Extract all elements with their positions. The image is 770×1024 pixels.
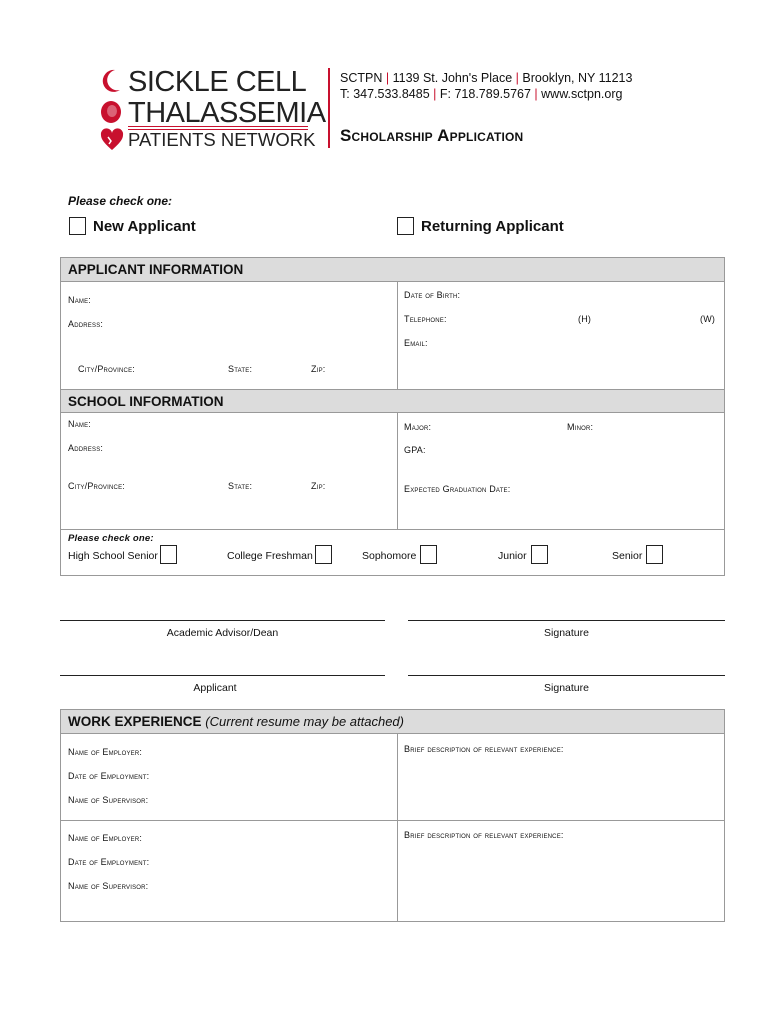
applicant-signature-line-2[interactable] xyxy=(408,675,725,676)
applicant-signature-line[interactable] xyxy=(60,675,385,676)
logo-text-line1: SICKLE CELL xyxy=(128,66,307,98)
year-label-junior: Junior xyxy=(498,550,527,562)
divider xyxy=(397,734,398,922)
applicant-name-field[interactable]: Name: xyxy=(68,295,92,305)
description-2-field[interactable]: Brief description of relevant experience: xyxy=(404,830,564,840)
supervisor-2-field[interactable]: Name of Supervisor: xyxy=(68,881,149,891)
street-address: 1139 St. John's Place xyxy=(392,71,513,85)
logo-text-line2: THALASSEMIA xyxy=(128,97,326,129)
advisor-signature-line-2[interactable] xyxy=(408,620,725,621)
header-divider xyxy=(328,68,330,148)
crescent-moon-icon xyxy=(100,68,122,94)
applicant-state-field[interactable]: State: xyxy=(228,364,253,374)
senior-checkbox[interactable] xyxy=(646,545,663,564)
divider xyxy=(397,282,398,389)
year-check-prompt: Please check one: xyxy=(68,533,154,544)
year-label-hs-senior: High School Senior xyxy=(68,550,158,562)
heart-icon xyxy=(100,128,124,152)
employer-1-field[interactable]: Name of Employer: xyxy=(68,747,143,757)
red-cell-icon xyxy=(100,100,122,124)
applicant-type-prompt: Please check one: xyxy=(68,194,173,208)
work-experience-note: (Current resume may be attached) xyxy=(205,714,404,729)
work-experience-header xyxy=(61,710,724,734)
separator: | xyxy=(534,87,542,101)
year-label-sophomore: Sophomore xyxy=(362,550,417,562)
phone-number: T: 347.533.8485 xyxy=(340,87,430,101)
applicant-info-heading: APPLICANT INFORMATION xyxy=(68,262,244,277)
applicant-school-table xyxy=(60,257,725,576)
returning-applicant-checkbox[interactable] xyxy=(397,217,414,235)
work-experience-heading: WORK EXPERIENCE (Current resume may be attached) xyxy=(68,714,404,729)
minor-field[interactable]: Minor: xyxy=(567,422,594,432)
separator: | xyxy=(433,87,440,101)
signature-label-1: Signature xyxy=(544,627,589,639)
applicant-info-header xyxy=(61,258,724,282)
applicant-label: Applicant xyxy=(193,682,237,694)
fax-number: F: 718.789.5767 xyxy=(439,87,531,101)
divider xyxy=(61,820,724,821)
signature-label-2: Signature xyxy=(544,682,589,694)
employment-date-1-field[interactable]: Date of Employment: xyxy=(68,771,150,781)
applicant-email-field[interactable]: Email: xyxy=(404,338,428,348)
employment-date-2-field[interactable]: Date of Employment: xyxy=(68,857,150,867)
returning-applicant-label: Returning Applicant xyxy=(421,218,564,235)
year-label-senior: Senior xyxy=(612,550,643,562)
major-field[interactable]: Major: xyxy=(404,422,432,432)
new-applicant-checkbox[interactable] xyxy=(69,217,86,235)
hs-senior-checkbox[interactable] xyxy=(160,545,177,564)
city-address: Brooklyn, NY 11213 xyxy=(522,71,633,85)
applicant-telephone-field[interactable]: Telephone: xyxy=(404,314,447,324)
org-abbrev: SCTPN xyxy=(340,71,383,85)
school-zip-field[interactable]: Zip: xyxy=(311,481,326,491)
logo-rule xyxy=(128,126,308,127)
freshman-checkbox[interactable] xyxy=(315,545,332,564)
work-phone-label: (W) xyxy=(700,314,716,324)
description-1-field[interactable]: Brief description of relevant experience: xyxy=(404,744,564,754)
school-address-field[interactable]: Address: xyxy=(68,443,104,453)
contact-line-2 xyxy=(340,86,632,102)
graduation-date-field[interactable]: Expected Graduation Date: xyxy=(404,484,511,494)
work-experience-table xyxy=(60,709,725,922)
sophomore-checkbox[interactable] xyxy=(420,545,437,564)
website: www.sctpn.org xyxy=(541,87,623,101)
employer-2-field[interactable]: Name of Employer: xyxy=(68,833,143,843)
form-title: Scholarship Application xyxy=(340,126,524,145)
school-info-heading: SCHOOL INFORMATION xyxy=(68,394,224,409)
applicant-dob-field[interactable]: Date of Birth: xyxy=(404,290,461,300)
applicant-address-field[interactable]: Address: xyxy=(68,319,104,329)
school-city-field[interactable]: City/Province: xyxy=(68,481,125,491)
applicant-zip-field[interactable]: Zip: xyxy=(311,364,326,374)
contact-info xyxy=(340,70,632,102)
gpa-field[interactable]: GPA: xyxy=(404,445,426,455)
home-phone-label: (H) xyxy=(578,314,592,324)
school-info-header xyxy=(61,389,724,413)
school-state-field[interactable]: State: xyxy=(228,481,253,491)
year-label-freshman: College Freshman xyxy=(227,550,313,562)
separator: | xyxy=(385,71,393,85)
advisor-label: Academic Advisor/Dean xyxy=(166,627,279,639)
divider xyxy=(397,413,398,529)
new-applicant-label: New Applicant xyxy=(93,218,196,235)
contact-line-1 xyxy=(340,70,632,86)
school-name-field[interactable]: Name: xyxy=(68,419,92,429)
logo-text-line3: PATIENTS NETWORK xyxy=(128,129,316,150)
junior-checkbox[interactable] xyxy=(531,545,548,564)
organization-logo xyxy=(100,66,326,156)
advisor-signature-line[interactable] xyxy=(60,620,385,621)
separator: | xyxy=(515,71,523,85)
supervisor-1-field[interactable]: Name of Supervisor: xyxy=(68,795,149,805)
applicant-city-field[interactable]: City/Province: xyxy=(78,364,135,374)
divider xyxy=(61,529,724,530)
